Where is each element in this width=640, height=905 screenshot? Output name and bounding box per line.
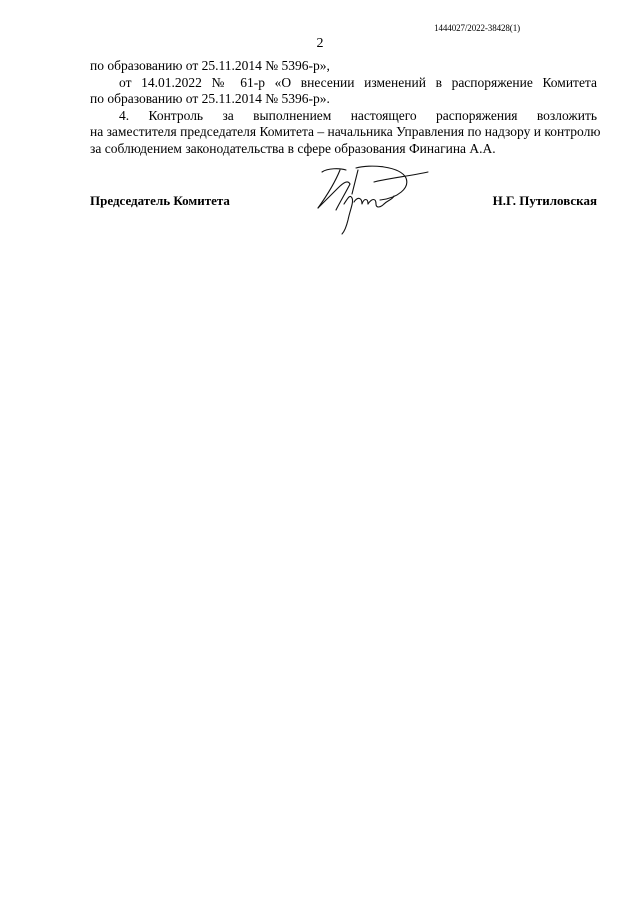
handwritten-signature xyxy=(310,164,430,236)
body-line-4: 4. Контроль за выполнением настоящего распоряжения возложить xyxy=(119,107,597,123)
signer-name: Н.Г. Путиловская xyxy=(492,193,597,208)
signer-title: Председатель Комитета xyxy=(90,193,230,208)
document-id: 1444027/2022-38428(1) xyxy=(434,23,520,33)
document-body xyxy=(90,58,601,158)
body-line-1: по образованию от 25.11.2014 № 5396-р», xyxy=(90,58,330,73)
body-line-3: по образованию от 25.11.2014 № 5396-р». xyxy=(90,91,330,107)
body-line-6: за соблюдением законодательства в сфере образования Финагина А.А. xyxy=(90,140,496,156)
page-number: 2 xyxy=(316,36,324,51)
body-line-2: от 14.01.2022 № 61-р «О внесении изменений в распоряжение Комитета xyxy=(119,74,597,90)
body-line-5: на заместителя председателя Комитета – начальника Управления по надзору и контролю xyxy=(90,124,601,140)
